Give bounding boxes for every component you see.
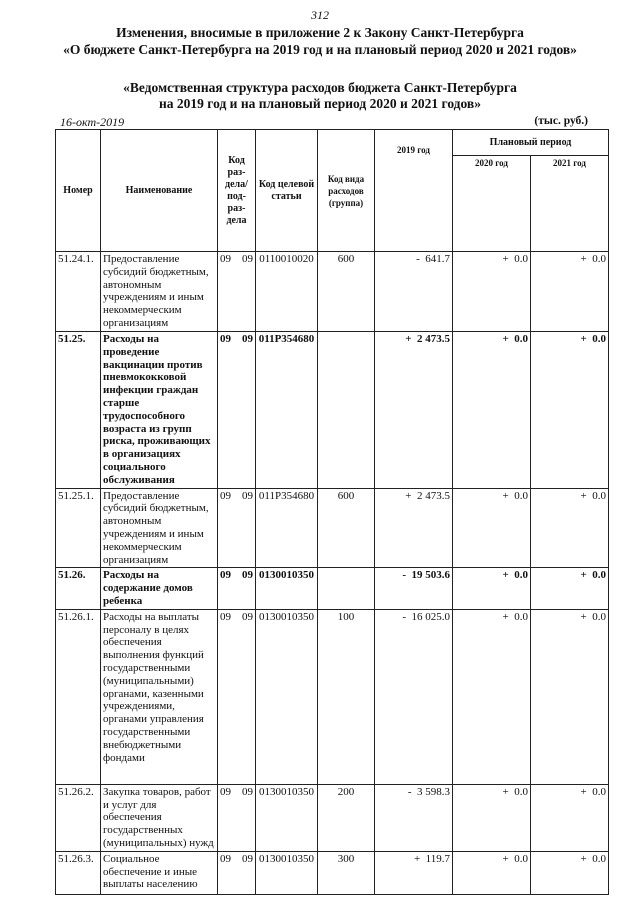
amount-2021-value: 0.0: [592, 852, 607, 865]
table-row: [56, 332, 609, 489]
section-code: 09: [220, 610, 231, 623]
amount-2021-sign: +: [580, 253, 587, 265]
row-name: Предоставление субсидий бюджетным, автономным учреждениям и иным некоммерческим организациям: [101, 252, 218, 332]
row-2019: [375, 252, 453, 332]
amount-2021-value: 0.0: [592, 610, 607, 623]
row-target-code: 011P354680: [256, 488, 318, 568]
row-number: 51.26.1.: [56, 609, 101, 784]
amount-2020-value: 0.0: [514, 489, 528, 502]
table-row: [56, 784, 609, 851]
row-2020: [453, 252, 531, 332]
units-label: (тыс. руб.): [534, 115, 588, 127]
amount-2020-sign: +: [502, 333, 509, 345]
amount-2020-sign: +: [502, 569, 509, 582]
row-number: 51.25.1.: [56, 488, 101, 568]
row-expense-type: [318, 332, 375, 489]
subsection-code: 09: [242, 610, 253, 623]
budget-table: [55, 129, 609, 895]
amount-2020-sign: +: [502, 610, 509, 623]
table-row: [56, 851, 609, 894]
amount-2021-value: 0.0: [592, 569, 607, 582]
document-subtitle: [0, 80, 640, 112]
row-target-code: 0130010350: [256, 568, 318, 609]
row-2021: [531, 332, 609, 489]
row-2019: [375, 609, 453, 784]
page-number: 312: [311, 8, 329, 22]
amount-2021-sign: +: [580, 785, 587, 798]
row-expense-type: 600: [318, 252, 375, 332]
row-2019: [375, 332, 453, 489]
row-number: 51.26.2.: [56, 784, 101, 851]
row-target-code: 0110010020: [256, 252, 318, 332]
header-2020: 2020 год: [453, 156, 531, 252]
header-expense-type-code: Код вида расходов (группа): [318, 130, 375, 252]
row-target-code: 0130010350: [256, 609, 318, 784]
subsection-code: 09: [242, 333, 253, 345]
row-section-code: [218, 568, 256, 609]
row-number: 51.24.1.: [56, 252, 101, 332]
subtitle-line-1: «Ведомственная структура расходов бюджета Санкт-Петербурга: [123, 80, 517, 95]
amount-2020-sign: +: [502, 253, 509, 265]
header-name: Наименование: [101, 130, 218, 252]
row-name: Закупка товаров, работ и услуг для обеспечения государственных (муниципальных) нужд: [101, 784, 218, 851]
amount-2021-value: 0.0: [592, 489, 607, 502]
amount-2020-sign: +: [502, 785, 509, 798]
row-section-code: [218, 332, 256, 489]
row-2021: [531, 488, 609, 568]
row-2019: [375, 488, 453, 568]
row-target-code: 0130010350: [256, 784, 318, 851]
amount-2020-value: 0.0: [514, 785, 528, 798]
row-target-code: 0130010350: [256, 851, 318, 894]
amount-2019-value: 641.7: [425, 253, 450, 265]
amount-2019-sign: +: [405, 333, 412, 345]
amount-2020-sign: +: [502, 852, 509, 865]
row-number: 51.25.: [56, 332, 101, 489]
subsection-code: 09: [242, 785, 253, 798]
amount-2020-value: 0.0: [514, 333, 528, 345]
row-section-code: [218, 609, 256, 784]
amount-2020-value: 0.0: [514, 253, 528, 265]
row-expense-type: [318, 568, 375, 609]
row-name: Расходы на выплаты персоналу в целях обеспечения выполнения функций государственными (муниципальными) органами, казенными учреждениями, органами управления государственными внебюджетными фондами: [101, 609, 218, 784]
title-line-1: Изменения, вносимые в приложение 2 к Закону Санкт-Петербурга: [116, 25, 524, 40]
row-section-code: [218, 851, 256, 894]
subsection-code: 09: [242, 489, 253, 502]
amount-2021-value: 0.0: [592, 785, 607, 798]
section-code: 09: [220, 569, 231, 582]
amount-2019-sign: -: [402, 610, 406, 623]
row-2020: [453, 332, 531, 489]
amount-2020-value: 0.0: [514, 852, 528, 865]
row-name: Расходы на проведение вакцинации против пневмококковой инфекции граждан старше трудоспособного возраста из групп риска, проживающих в организациях социального обслуживания: [101, 332, 218, 489]
amount-2019-sign: +: [405, 489, 412, 502]
header-2019: 2019 год: [375, 130, 453, 252]
row-name: Расходы на содержание домов ребенка: [101, 568, 218, 609]
section-code: 09: [220, 852, 231, 865]
row-2020: [453, 568, 531, 609]
amount-2019-sign: -: [407, 785, 412, 798]
header-planning-period: Плановый период: [453, 130, 609, 156]
amount-2020-value: 0.0: [514, 569, 528, 582]
row-expense-type: 200: [318, 784, 375, 851]
amount-2019-sign: -: [416, 253, 420, 265]
header-2021: 2021 год: [531, 156, 609, 252]
row-number: 51.26.3.: [56, 851, 101, 894]
subsection-code: 09: [242, 852, 253, 865]
section-code: 09: [220, 785, 231, 798]
document-date: 16-окт-2019: [60, 115, 125, 129]
row-section-code: [218, 488, 256, 568]
amount-2019-value: 2 473.5: [417, 333, 450, 345]
row-2020: [453, 488, 531, 568]
row-2019: [375, 568, 453, 609]
header-number: Номер: [56, 130, 101, 252]
row-2021: [531, 568, 609, 609]
row-2021: [531, 851, 609, 894]
amount-2020-sign: +: [502, 489, 509, 502]
amount-2021-sign: +: [580, 610, 587, 623]
section-code: 09: [220, 333, 231, 345]
title-line-2: «О бюджете Санкт-Петербурга на 2019 год и на плановый период 2020 и 2021 годов»: [63, 42, 577, 57]
row-section-code: [218, 252, 256, 332]
row-target-code: 011P354680: [256, 332, 318, 489]
row-2021: [531, 609, 609, 784]
table-body: [56, 252, 609, 895]
row-expense-type: 600: [318, 488, 375, 568]
amount-2019-sign: -: [402, 569, 406, 582]
row-2019: [375, 784, 453, 851]
subsection-code: 09: [242, 569, 253, 582]
subsection-code: 09: [242, 253, 253, 265]
amount-2021-sign: +: [580, 333, 587, 345]
row-2019: [375, 851, 453, 894]
amount-2019-sign: +: [413, 852, 421, 865]
section-code: 09: [220, 253, 231, 265]
amount-2021-sign: +: [580, 569, 587, 582]
header-target-code: Код целевой статьи: [256, 130, 318, 252]
table-row: [56, 568, 609, 609]
amount-2019-value: 16 025.0: [411, 610, 450, 623]
row-2020: [453, 851, 531, 894]
section-code: 09: [220, 489, 231, 502]
row-expense-type: 300: [318, 851, 375, 894]
amount-2021-sign: +: [580, 489, 587, 502]
amount-2019-value: 19 503.6: [411, 569, 450, 582]
amount-2019-value: 119.7: [425, 852, 450, 865]
amount-2021-sign: +: [580, 852, 587, 865]
amount-2019-value: 2 473.5: [417, 489, 450, 502]
row-2021: [531, 784, 609, 851]
table-row: [56, 252, 609, 332]
amount-2019-value: 3 598.3: [417, 785, 450, 798]
row-name: Предоставление субсидий бюджетным, автономным учреждениям и иным некоммерческим организациям: [101, 488, 218, 568]
row-2021: [531, 252, 609, 332]
amount-2021-value: 0.0: [592, 333, 607, 345]
header-section-code: Код раз-дела/ под-раз-дела: [218, 130, 256, 252]
subtitle-line-2: на 2019 год и на плановый период 2020 и 2021 годов»: [159, 96, 481, 111]
document-title: [0, 24, 640, 58]
row-2020: [453, 609, 531, 784]
table-row: [56, 609, 609, 784]
row-expense-type: 100: [318, 609, 375, 784]
row-section-code: [218, 784, 256, 851]
table-row: [56, 488, 609, 568]
amount-2021-value: 0.0: [592, 253, 607, 265]
amount-2020-value: 0.0: [514, 610, 528, 623]
row-2020: [453, 784, 531, 851]
row-name: Социальное обеспечение и иные выплаты населению: [101, 851, 218, 894]
row-number: 51.26.: [56, 568, 101, 609]
